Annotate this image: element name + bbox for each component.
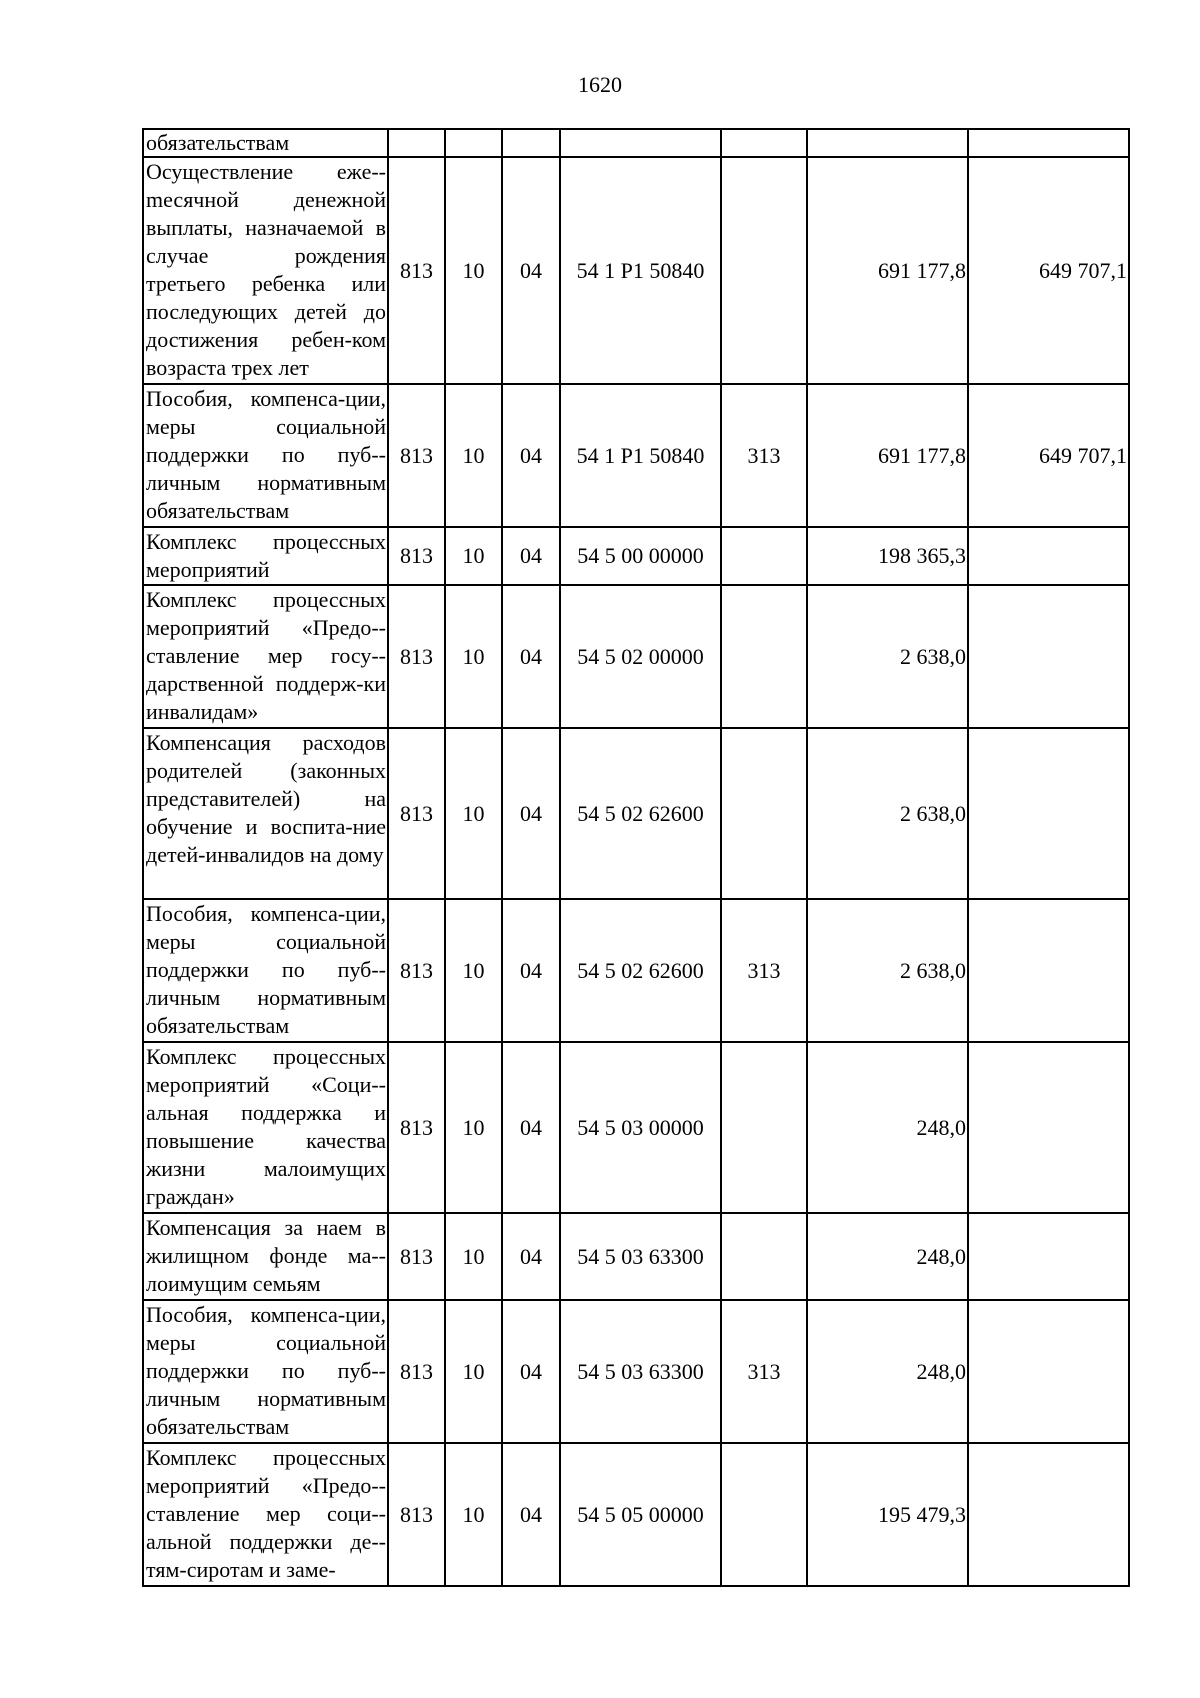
table-row (143, 384, 1129, 527)
target-article-code: 54 5 00 00000 (560, 527, 721, 585)
amount-year-2 (968, 728, 1129, 899)
page-number: 1620 (578, 72, 622, 97)
expense-type-code (721, 728, 807, 899)
row-description: Компенсация расходов родителей (законных представителей) на обучение и воспита-ние детей-инвалидов на дому (143, 728, 388, 899)
ministry-code: 813 (388, 157, 445, 384)
table-row (143, 585, 1129, 728)
section-code: 10 (445, 1042, 502, 1213)
amount-year-1: 2 638,0 (807, 899, 968, 1042)
ministry-code: 813 (388, 527, 445, 585)
table-row (143, 728, 1129, 899)
subsection-code: 04 (502, 728, 560, 899)
row-description: Комплекс процессных мероприятий (143, 527, 388, 585)
section-code: 10 (445, 157, 502, 384)
target-article-code: 54 5 05 00000 (560, 1443, 721, 1586)
ministry-code: 813 (388, 1300, 445, 1443)
amount-year-1 (807, 129, 968, 157)
amount-year-2 (968, 1213, 1129, 1300)
row-description: Комплекс процессных мероприятий «Предо-ставление мер соци-альной поддержки де-тям-сиротам и заме- (143, 1443, 388, 1586)
target-article-code: 54 5 02 00000 (560, 585, 721, 728)
row-description: Компенсация за наем в жилищном фонде ма-лоимущим семьям (143, 1213, 388, 1300)
subsection-code: 04 (502, 1300, 560, 1443)
target-article-code: 54 5 03 00000 (560, 1042, 721, 1213)
expense-type-code: 313 (721, 384, 807, 527)
subsection-code: 04 (502, 1443, 560, 1586)
amount-year-2 (968, 899, 1129, 1042)
amount-year-1: 248,0 (807, 1300, 968, 1443)
amount-year-1: 2 638,0 (807, 585, 968, 728)
budget-table (142, 128, 1130, 1587)
expense-type-code (721, 1213, 807, 1300)
table-row (143, 157, 1129, 384)
target-article-code: 54 5 03 63300 (560, 1213, 721, 1300)
table-row (143, 1443, 1129, 1586)
row-description: Пособия, компенса-ции, меры социальной поддержки по пуб-личным нормативным обязательствам (143, 899, 388, 1042)
table-row (143, 1042, 1129, 1213)
table-row (143, 129, 1129, 157)
subsection-code: 04 (502, 1213, 560, 1300)
section-code: 10 (445, 899, 502, 1042)
subsection-code: 04 (502, 384, 560, 527)
expense-type-code (721, 1443, 807, 1586)
row-description: Осуществление еже-mесячной денежной выплаты, назначаемой в случае рождения третьего ребенка или последующих детей до достижения ребен-ком возраста трех лет (143, 157, 388, 384)
target-article-code: 54 5 03 63300 (560, 1300, 721, 1443)
ministry-code: 813 (388, 1443, 445, 1586)
target-article-code: 54 5 02 62600 (560, 899, 721, 1042)
amount-year-1: 198 365,3 (807, 527, 968, 585)
subsection-code: 04 (502, 157, 560, 384)
row-description: обязательствам (143, 129, 388, 157)
subsection-code (502, 129, 560, 157)
subsection-code: 04 (502, 527, 560, 585)
ministry-code: 813 (388, 899, 445, 1042)
ministry-code: 813 (388, 384, 445, 527)
ministry-code: 813 (388, 728, 445, 899)
expense-type-code: 313 (721, 1300, 807, 1443)
expense-type-code: 313 (721, 899, 807, 1042)
amount-year-2: 649 707,1 (968, 157, 1129, 384)
row-description: Комплекс процессных мероприятий «Соци-альная поддержка и повышение качества жизни малоимущих граждан» (143, 1042, 388, 1213)
section-code: 10 (445, 527, 502, 585)
target-article-code: 54 1 P1 50840 (560, 384, 721, 527)
expense-type-code (721, 585, 807, 728)
amount-year-2 (968, 585, 1129, 728)
amount-year-1: 248,0 (807, 1213, 968, 1300)
amount-year-2: 649 707,1 (968, 384, 1129, 527)
target-article-code: 54 1 P1 50840 (560, 157, 721, 384)
amount-year-2 (968, 1443, 1129, 1586)
section-code: 10 (445, 1213, 502, 1300)
ministry-code: 813 (388, 585, 445, 728)
row-description: Комплекс процессных мероприятий «Предо-ставление мер госу-дарственной поддерж-ки инвалидам» (143, 585, 388, 728)
subsection-code: 04 (502, 585, 560, 728)
amount-year-1: 691 177,8 (807, 157, 968, 384)
amount-year-2 (968, 1042, 1129, 1213)
ministry-code: 813 (388, 1042, 445, 1213)
expense-type-code (721, 527, 807, 585)
amount-year-2 (968, 527, 1129, 585)
expense-type-code (721, 157, 807, 384)
amount-year-2 (968, 1300, 1129, 1443)
target-article-code (560, 129, 721, 157)
subsection-code: 04 (502, 1042, 560, 1213)
table-row (143, 1213, 1129, 1300)
target-article-code: 54 5 02 62600 (560, 728, 721, 899)
amount-year-2 (968, 129, 1129, 157)
table-row (143, 527, 1129, 585)
expense-type-code (721, 129, 807, 157)
section-code: 10 (445, 728, 502, 899)
amount-year-1: 195 479,3 (807, 1443, 968, 1586)
table-row (143, 899, 1129, 1042)
subsection-code: 04 (502, 899, 560, 1042)
table-row (143, 1300, 1129, 1443)
amount-year-1: 248,0 (807, 1042, 968, 1213)
table-body (143, 129, 1129, 1586)
section-code: 10 (445, 1300, 502, 1443)
expense-type-code (721, 1042, 807, 1213)
section-code: 10 (445, 1443, 502, 1586)
section-code: 10 (445, 384, 502, 527)
amount-year-1: 691 177,8 (807, 384, 968, 527)
ministry-code (388, 129, 445, 157)
section-code (445, 129, 502, 157)
row-description: Пособия, компенса-ции, меры социальной поддержки по пуб-личным нормативным обязательствам (143, 1300, 388, 1443)
section-code: 10 (445, 585, 502, 728)
row-description: Пособия, компенса-ции, меры социальной поддержки по пуб-личным нормативным обязательствам (143, 384, 388, 527)
ministry-code: 813 (388, 1213, 445, 1300)
amount-year-1: 2 638,0 (807, 728, 968, 899)
